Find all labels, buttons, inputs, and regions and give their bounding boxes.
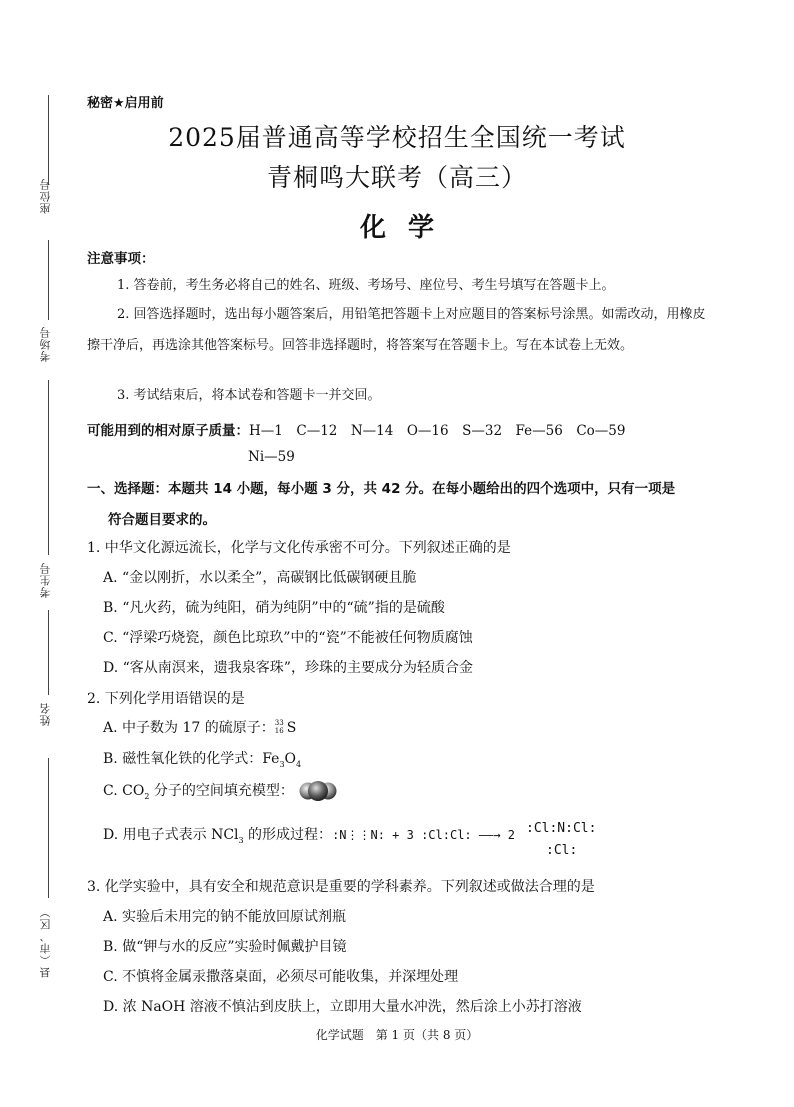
q3-option-a: A. 实验后未用完的钠不能放回原试剂瓶 — [103, 909, 347, 925]
element-symbol: S — [286, 720, 297, 736]
co2-subscript: 2 — [144, 791, 150, 801]
notice-item-2: 2. 回答选择题时，选出每小题答案后，用铅笔把答题卡上对应题目的答案标号涂黑。如需改动，用橡皮擦干净后，再选涂其他答案标号。回答非选择题时，将答案写在答题卡上。写在本试卷上无效。 — [87, 307, 706, 353]
q2-c-text-2: 分子的空间填充模型： — [149, 783, 294, 799]
q3-stem: 3. 化学实验中，具有安全和规范意识是重要的学科素养。下列叙述或做法合理的是 — [87, 879, 595, 895]
room-label: 考场号 — [39, 326, 52, 362]
section-heading-cont: 符合题目要求的。 — [108, 512, 216, 528]
q2-option-b — [103, 748, 301, 769]
q2-c-text-1: C. CO — [103, 783, 145, 799]
binding-line-3 — [48, 380, 49, 555]
examinee-label: 考生号 — [39, 562, 52, 598]
notice-heading: 注意事项： — [87, 251, 155, 267]
atomic-number: 16 — [274, 727, 284, 735]
o-symbol: O — [284, 751, 297, 767]
section-heading: 一、选择题：本题共 14 小题，每小题 3 分，共 42 分。在每小题给出的四个选项中，只有一项是 — [87, 481, 676, 497]
binding-line-4 — [48, 610, 49, 695]
space-filling-model-icon — [298, 780, 338, 802]
q2-d-text-2: 的形成过程： — [243, 827, 333, 843]
isotope-notation — [275, 721, 287, 735]
atomic-mass-values-2: Ni—59 — [248, 449, 295, 465]
binding-line-5 — [48, 758, 49, 898]
q2-d-text-1: D. 用电子式表示 NCl — [103, 827, 239, 843]
ncl3-subscript: 3 — [238, 835, 244, 845]
q2-b-text: B. 磁性氧化铁的化学式： — [103, 751, 263, 767]
atomic-mass-values: H—1 C—12 N—14 O—16 S—32 Fe—56 Co—59 — [249, 423, 626, 439]
o-subscript: 4 — [296, 759, 302, 769]
product-electron-formula: :Cl:N:Cl: — [526, 821, 597, 836]
product-electron-formula-bottom: :Cl: — [546, 843, 578, 858]
atomic-mass-label: 可能用到的相对原子质量： — [87, 423, 249, 439]
q1-option-d: D. “客从南溟来，遗我泉客珠”，珍珠的主要成分为轻质合金 — [103, 660, 473, 676]
q1-stem: 1. 中华文化源远流长，化学与文化传承密不可分。下列叙述正确的是 — [87, 540, 511, 556]
q2-a-text: A. 中子数为 17 的硫原子： — [103, 720, 275, 736]
exam-subtitle: 青桐鸣大联考（高三） — [266, 163, 527, 192]
binding-line-2 — [48, 240, 49, 320]
q3-option-d: D. 浓 NaOH 溶液不慎沾到皮肤上，立即用大量水冲洗，然后涂上小苏打溶液 — [103, 999, 582, 1015]
fe-subscript: 3 — [279, 759, 285, 769]
q1-option-b: B. “凡火药，硫为纯阳，硝为纯阴”中的“硫”指的是硫酸 — [103, 600, 445, 616]
reactants-electron-formula: :N⋮⋮N: + 3 :Cl:Cl: ——→ 2 — [332, 828, 516, 842]
page-footer: 化学试题 第 1 页（共 8 页） — [315, 1028, 479, 1042]
fe-symbol: Fe — [262, 751, 280, 767]
seat-label: 座位号 — [39, 178, 52, 214]
subject-title: 化学 — [359, 213, 456, 243]
exam-title: 2025届普通高等学校招生全国统一考试 — [168, 123, 626, 152]
q2-option-c — [103, 780, 338, 802]
county-label: 县（市、区） — [39, 906, 52, 978]
q2-option-d — [103, 824, 515, 845]
mass-number: 33 — [274, 719, 284, 727]
q3-option-c: C. 不慎将金属汞撒落桌面，必须尽可能收集，并深埋处理 — [103, 969, 459, 985]
notice-item-1: 1. 答卷前，考生务必将自己的姓名、班级、考场号、座位号、考生号填写在答题卡上。 — [117, 278, 615, 293]
q1-option-c: C. “浮梁巧烧瓷，颜色比琼玖”中的“瓷”不能被任何物质腐蚀 — [103, 630, 473, 646]
q1-option-a: A. “金以刚折，水以柔全”，高碳钢比低碳钢硬且脆 — [103, 570, 417, 586]
q3-option-b: B. 做“钾与水的反应”实验时佩戴护目镜 — [103, 939, 347, 955]
atomic-mass-row — [87, 419, 625, 439]
notice-item-3: 3. 考试结束后，将本试卷和答题卡一并交回。 — [117, 388, 381, 403]
q2-stem: 2. 下列化学用语错误的是 — [87, 691, 245, 707]
name-label: 姓名 — [39, 702, 52, 726]
secret-mark: 秘密★启用前 — [87, 96, 164, 111]
q2-option-a — [103, 717, 296, 737]
